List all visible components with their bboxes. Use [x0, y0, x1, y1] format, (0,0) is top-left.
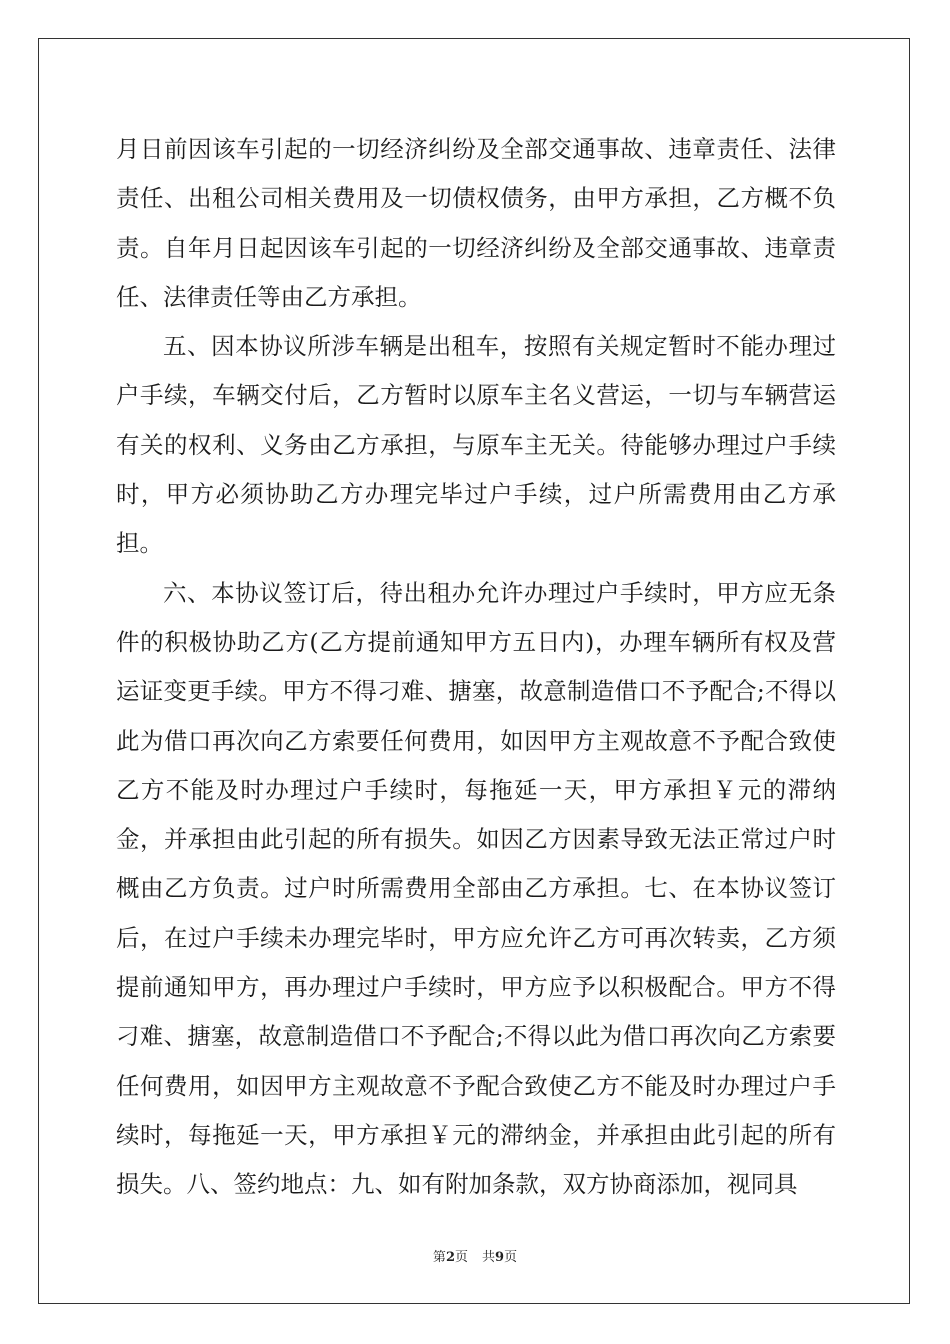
paragraph-3: 六、本协议签订后，待出租办允许办理过户手续时，甲方应无条件的积极协助乙方(乙方提前通知甲方五日内)，办理车辆所有权及营运证变更手续。甲方不得刁难、搪塞，故意制造借口不予配合;不得以此为借口再次向乙方索要任何费用，如因甲方主观故意不予配合致使乙方不能及时办理过户手续时，每拖延一天，甲方承担￥元的滞纳金，并承担由此引起的所有损失。如因乙方因素导致无法正常过户时概由乙方负责。过户时所需费用全部由乙方承担。七、在本协议签订后，在过户手续未办理完毕时，甲方应允许乙方可再次转卖，乙方须提前通知甲方，再办理过户手续时，甲方应予以积极配合。甲方不得刁难、搪塞，故意制造借口不予配合;不得以此为借口再次向乙方索要任何费用，如因甲方主观故意不予配合致使乙方不能及时办理过户手续时，每拖延一天，甲方承担￥元的滞纳金，并承担由此引起的所有损失。八、签约地点：九、如有附加条款，双方协商添加，视同具 — [116, 578, 836, 1199]
page-footer — [0, 1246, 950, 1265]
page-number: 2 — [445, 1250, 455, 1265]
page-suffix: 页 — [454, 1250, 468, 1265]
document-body — [116, 125, 836, 1210]
paragraph-2: 五、因本协议所涉车辆是出租车，按照有关规定暂时不能办理过户手续，车辆交付后，乙方暂时以原车主名义营运，一切与车辆营运有关的权利、义务由乙方承担，与原车主无关。待能够办理过户手续时，甲方必须协助乙方办理完毕过户手续，过户所需费用由乙方承担。 — [116, 332, 836, 558]
total-prefix: 共 — [482, 1250, 496, 1265]
total-suffix: 页 — [504, 1250, 518, 1265]
paragraph-1: 月日前因该车引起的一切经济纠纷及全部交通事故、违章责任、法律责任、出租公司相关费用及一切债权债务，由甲方承担，乙方概不负责。自年月日起因该车引起的一切经济纠纷及全部交通事故、违章责任、法律责任等由乙方承担。 — [116, 135, 836, 311]
page-prefix: 第 — [432, 1250, 446, 1265]
total-pages: 9 — [495, 1250, 505, 1265]
